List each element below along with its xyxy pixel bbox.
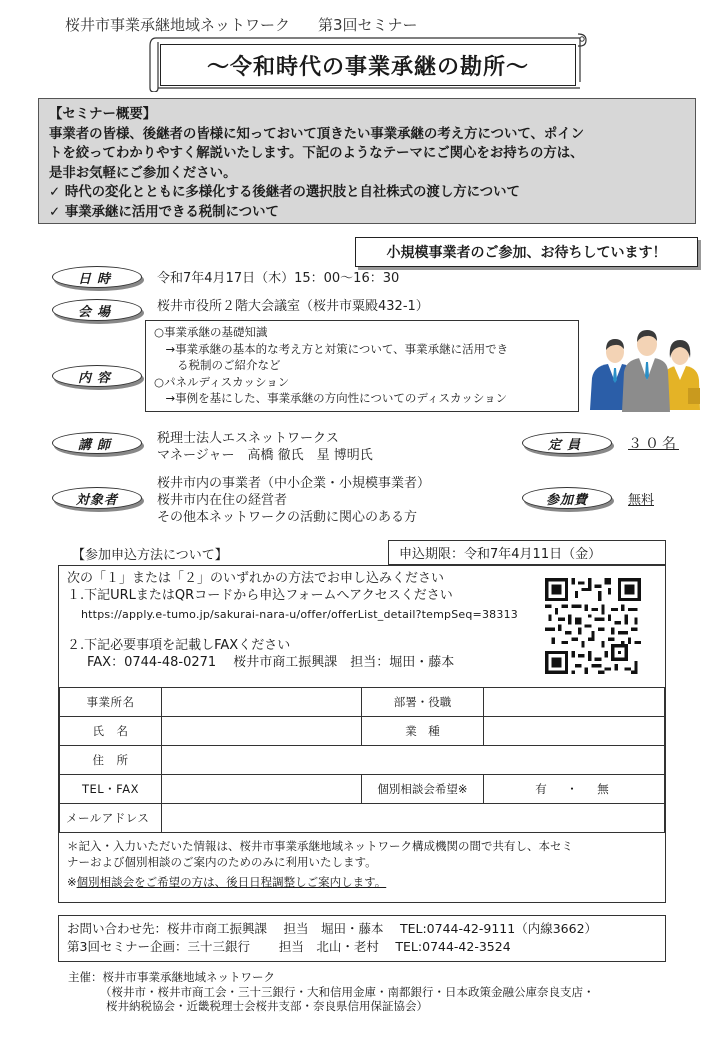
seminar-title: ～令和時代の事業承継の勘所～ xyxy=(160,44,576,86)
content-line: ○パネルディスカッション xyxy=(154,374,290,389)
address-label: 住 所 xyxy=(60,746,162,775)
lecturer-line: マネージャー 高橋 徹氏 星 博明氏 xyxy=(157,448,373,463)
sponsor-line: 桜井納税協会・近畿税理士会桜井支部・奈良県信用保証協会） xyxy=(106,999,428,1013)
date-value: 令和7年4月17日（木）15：00～16：30 xyxy=(157,271,400,286)
consult-yes-no[interactable]: 有 ・ 無 xyxy=(484,775,665,804)
industry-label: 業 種 xyxy=(362,717,484,746)
overview-line: トを絞ってわかりやすく解説いたします。下記のようなテーマにご関心をお持ちの方は、 xyxy=(49,146,584,161)
seminar-number: 第3回セミナー xyxy=(318,16,418,34)
overview-box xyxy=(38,98,696,224)
venue-label: 会場 xyxy=(52,299,142,321)
apply-method-1: １.下記URLまたはQRコードから申込フォームへアクセスください xyxy=(67,588,453,603)
fee-label: 参加費 xyxy=(522,487,612,509)
content-line: →事業承継の基本的な考え方と対策について、事業承継に活用でき xyxy=(154,341,509,356)
email-label: メールアドレス xyxy=(60,804,162,833)
contact-line: お問い合わせ先：桜井市商工振興課 担当 堀田・藤本 TEL:0744-42-9111（内線3662） xyxy=(67,921,598,936)
address-field[interactable] xyxy=(162,746,665,775)
apply-method-2: ２.下記必要事項を記載しFAXください xyxy=(67,638,291,653)
privacy-notes xyxy=(67,838,573,890)
target-line: 桜井市内の事業者（中小企業・小規模事業者） xyxy=(157,476,431,491)
name-field[interactable] xyxy=(162,717,362,746)
capacity-value: ３０名 xyxy=(628,436,679,452)
content-label: 内容 xyxy=(52,365,142,387)
lecturer-info xyxy=(157,430,373,464)
overview-line: 事業者の皆様、後継者の皆様に知っておいて頂きたい事業承継の考え方について、ポイン xyxy=(49,126,585,142)
apply-url[interactable]: https://apply.e-tumo.jp/sakurai-nara-u/offer/offerList_detail?tempSeq=38313 xyxy=(81,608,518,621)
name-label: 氏 名 xyxy=(60,717,162,746)
overview-line: 是非お気軽にご参加ください。 xyxy=(49,165,237,181)
target-label: 対象者 xyxy=(52,487,142,509)
qr-code-icon[interactable] xyxy=(545,578,641,674)
sponsor-line: 主催：桜井市事業承継地域ネットワーク xyxy=(68,970,275,984)
capacity-label: 定員 xyxy=(522,432,612,454)
form-row xyxy=(60,717,665,746)
apply-box xyxy=(58,565,666,903)
form-row xyxy=(60,775,665,804)
apply-intro: 次の「１」または「２」のいずれかの方法でお申し込みください xyxy=(67,571,445,586)
deadline-box: 申込期限：令和7年4月11日（金） xyxy=(388,540,666,565)
note-mark: ※ xyxy=(67,875,77,889)
overview-check: ✓ 事業承継に活用できる税制について xyxy=(49,204,279,220)
application-form xyxy=(59,687,665,833)
business-people-illustration xyxy=(588,322,702,412)
dept-field[interactable] xyxy=(484,688,665,717)
form-row xyxy=(60,688,665,717)
sponsor-info xyxy=(68,970,595,1014)
network-name: 桜井市事業承継地域ネットワーク xyxy=(65,16,291,34)
welcome-banner: 小規模事業者のご参加、お待ちしています！ xyxy=(355,237,698,267)
dept-label: 部署・役職 xyxy=(362,688,484,717)
fax-line: FAX：0744-48-0271 桜井市商工振興課 担当：堀田・藤本 xyxy=(87,655,455,670)
fee-value: 無料 xyxy=(628,493,655,508)
content-line: ○事業承継の基礎知識 xyxy=(154,325,268,339)
tel-fax-field[interactable] xyxy=(162,775,362,804)
note-consult-text: 個別相談会をご希望の方は、後日日程調整しご案内します。 xyxy=(76,875,387,889)
overview-check: ✓ 時代の変化とともに多様化する後継者の選択肢と自社株式の渡し方について xyxy=(49,185,520,200)
form-row xyxy=(60,804,665,833)
note-consult xyxy=(67,874,573,890)
person-center xyxy=(622,330,670,412)
apply-instructions xyxy=(67,570,518,671)
note-line: ナーおよび個別相談のご案内のためのみに利用いたします。 xyxy=(67,855,377,869)
tel-fax-label: TEL・FAX xyxy=(60,775,162,804)
venue-value: 桜井市役所２階大会議室（桜井市粟殿432-1） xyxy=(157,299,429,314)
overview-heading: 【セミナー概要】 xyxy=(49,107,157,122)
consult-label: 個別相談会希望※ xyxy=(362,775,484,804)
office-field[interactable] xyxy=(162,688,362,717)
contact-box xyxy=(58,915,666,962)
email-field[interactable] xyxy=(162,804,665,833)
content-box xyxy=(145,320,579,412)
lecturer-line: 税理士法人エスネットワークス xyxy=(157,431,339,446)
date-label: 日時 xyxy=(52,266,142,288)
target-line: その他本ネットワークの活動に関心のある方 xyxy=(157,510,418,525)
sponsor-line: （桜井市・桜井市商工会・三十三銀行・大和信用金庫・南都銀行・日本政策金融公庫奈良支店・ xyxy=(100,984,595,999)
form-row xyxy=(60,746,665,775)
content-line: →事例を基にした、事業承継の方向性についてのディスカッション xyxy=(154,391,508,405)
office-label: 事業所名 xyxy=(60,688,162,717)
contact-line: 第3回セミナー企画：三十三銀行 担当 北山・老村 TEL:0744-42-3524 xyxy=(67,939,511,954)
note-line: ＊記入・入力いただいた情報は、桜井市事業承継地域ネットワーク構成機関の間で共有し、本セミ xyxy=(67,839,573,853)
apply-heading: 【参加申込方法について】 xyxy=(72,548,228,563)
content-line: る税制のご紹介など xyxy=(154,358,281,372)
target-line: 桜井市内在住の経営者 xyxy=(157,493,288,508)
target-info xyxy=(157,475,430,526)
lecturer-label: 講師 xyxy=(52,432,142,454)
industry-field[interactable] xyxy=(484,717,665,746)
